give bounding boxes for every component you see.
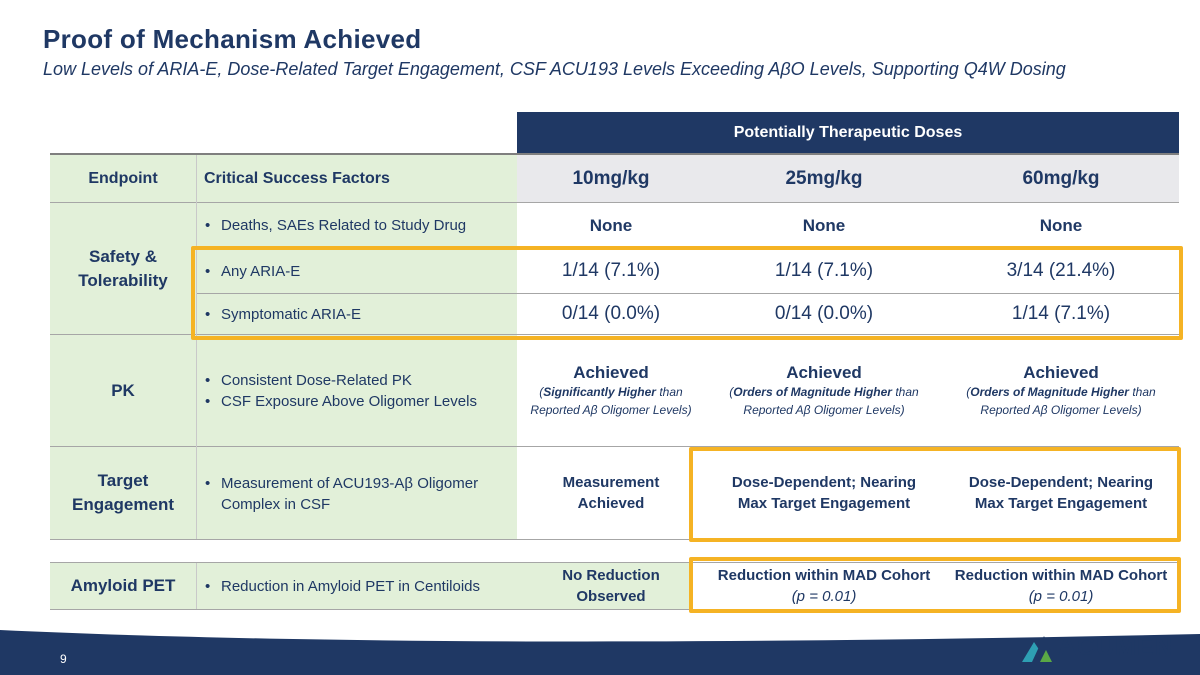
mountain-logo-icon (1022, 634, 1056, 662)
pk-endpoint-cell (50, 335, 196, 446)
pk-10: Achieved (Significantly Higher than Reported Aβ Oligomer Levels) (530, 362, 692, 417)
endpoint-header: Endpoint (50, 155, 196, 202)
target-endpoint-cell (50, 447, 196, 539)
amyloid-endpoint: Amyloid PET (70, 576, 176, 595)
safety-endpoint: Safety & Tolerability (78, 246, 168, 290)
safety-factor-1: • Deaths, SAEs Related to Study Drug (205, 217, 467, 234)
page-title: Proof of Mechanism Achieved (43, 24, 422, 54)
symptomatic-aria-e-60: 1/14 (7.1%) (1011, 303, 1111, 324)
acumen-logo (1022, 633, 1174, 662)
amyloid-60: Reduction within MAD Cohort (p = 0.01) (954, 567, 1168, 605)
safety-endpoint-cell (50, 203, 196, 334)
aria-e-highlight-box (191, 246, 1183, 340)
target-engagement-highlight-box (689, 447, 1181, 542)
therapeutic-doses-header: Potentially Therapeutic Doses (517, 112, 1179, 153)
amyloid-25: Reduction within MAD Cohort (p = 0.01) (717, 567, 931, 605)
footer-curve (0, 600, 1200, 675)
deaths-25: None (802, 215, 846, 235)
amyloid-factor: • Reduction in Amyloid PET in Centiloids (205, 578, 481, 595)
target-10: Measurement Achieved (562, 474, 660, 512)
amyloid-10: No Reduction Observed (562, 567, 660, 605)
symptomatic-aria-e-10: 0/14 (0.0%) (561, 303, 661, 324)
page-subtitle: Low Levels of ARIA-E, Dose-Related Target Engagement, CSF ACU193 Levels Exceeding AβO Levels, Supporting Q4W Dosing (43, 59, 1066, 79)
deaths-10: None (589, 215, 633, 235)
pk-factors: • Consistent Dose-Related PK • CSF Exposure Above Oligomer Levels (205, 372, 477, 410)
aria-e-60: 3/14 (21.4%) (1006, 260, 1116, 281)
target-endpoint-line2: Engagement (71, 495, 175, 514)
deaths-60: None (1039, 215, 1083, 235)
dose-25-header: 25mg/kg (785, 167, 863, 189)
dose-60-header: 60mg/kg (1022, 167, 1100, 189)
symptomatic-aria-e-25: 0/14 (0.0%) (774, 303, 874, 324)
aria-e-25: 1/14 (7.1%) (774, 260, 874, 281)
target-factor: • Measurement of ACU193-Aβ Oligomer Complex in CSF (205, 475, 479, 513)
pk-25: Achieved (Orders of Magnitude Higher than Reported Aβ Oligomer Levels) (729, 362, 919, 417)
factors-header: Critical Success Factors (197, 155, 517, 202)
safety-factor-2: • Any ARIA-E (205, 263, 301, 280)
dose-10-header: 10mg/kg (572, 167, 650, 189)
safety-factor-3: • Symptomatic ARIA-E (205, 306, 362, 323)
target-endpoint-line1: Target (97, 471, 149, 490)
logo-wordmark: ACUMEN (1058, 633, 1174, 661)
target-25: Dose-Dependent; Nearing Max Target Engagement (731, 474, 917, 512)
target-60: Dose-Dependent; Nearing Max Target Engagement (968, 474, 1154, 512)
page-number: 9 (60, 652, 67, 666)
pk-60: Achieved (Orders of Magnitude Higher than Reported Aβ Oligomer Levels) (966, 362, 1156, 417)
pk-endpoint: PK (111, 380, 135, 400)
aria-e-10: 1/14 (7.1%) (561, 260, 661, 281)
